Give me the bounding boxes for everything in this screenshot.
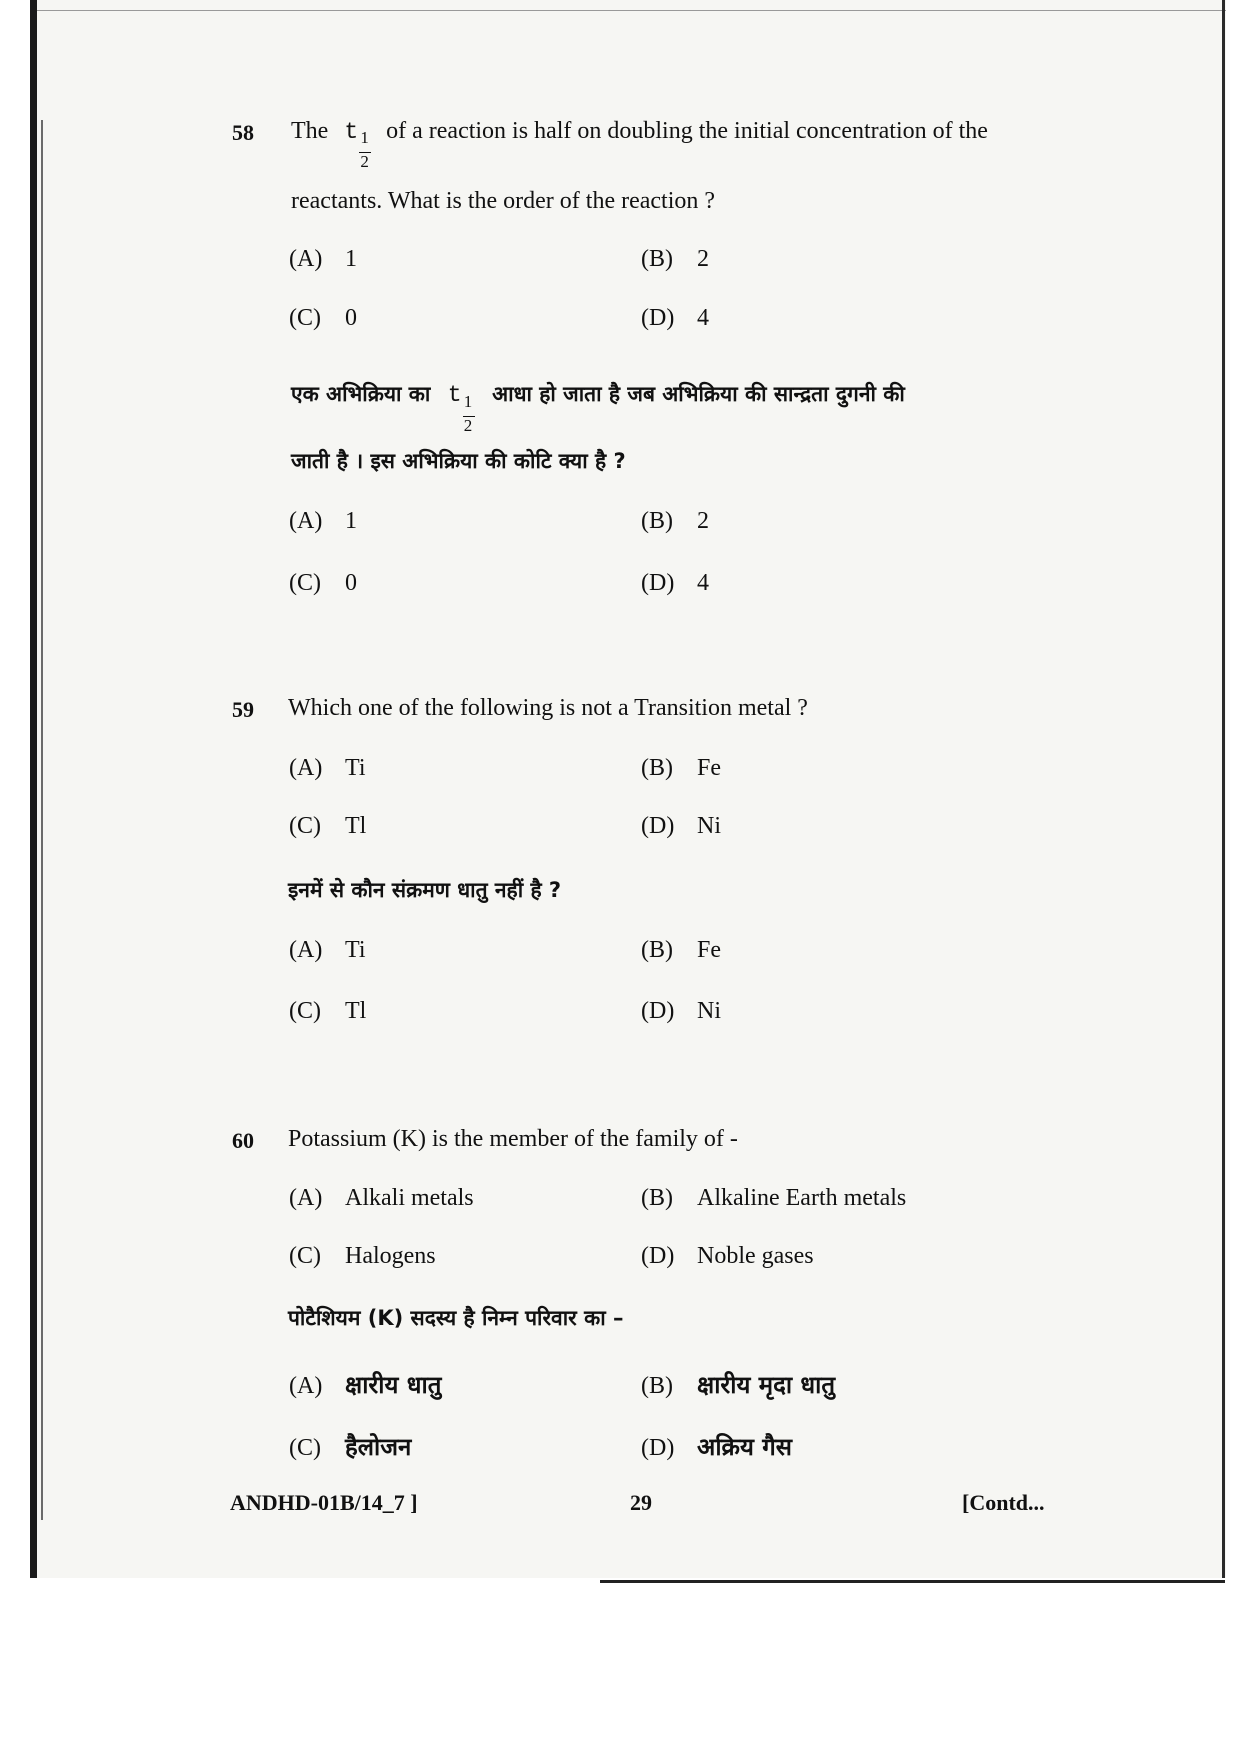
option-label: (C) bbox=[289, 998, 321, 1024]
option-text: 0 bbox=[345, 570, 357, 596]
option-text: Alkaline Earth metals bbox=[697, 1185, 907, 1211]
option-text: Alkali metals bbox=[345, 1185, 474, 1211]
option-text: Noble gases bbox=[697, 1243, 814, 1269]
option-d bbox=[641, 305, 709, 332]
right-margin-rule bbox=[1222, 0, 1225, 1578]
option-a-hi bbox=[289, 937, 365, 964]
option-label: (C) bbox=[289, 1243, 321, 1269]
option-c bbox=[289, 1243, 436, 1270]
option-d-hi bbox=[641, 1430, 792, 1463]
option-text: Ni bbox=[697, 813, 721, 839]
option-text: Ti bbox=[345, 755, 366, 781]
option-text: अक्रिय गैस bbox=[697, 1433, 792, 1461]
option-text: 2 bbox=[697, 508, 709, 534]
footer-page-number: 29 bbox=[630, 1490, 652, 1515]
option-text: क्षारीय धातु bbox=[345, 1371, 442, 1399]
footer-continued: [Contd... bbox=[962, 1490, 1045, 1515]
option-b-hi bbox=[641, 937, 721, 964]
option-c bbox=[289, 305, 357, 332]
option-label: (B) bbox=[641, 246, 673, 272]
option-text: हैलोजन bbox=[345, 1433, 412, 1461]
option-text: 1 bbox=[345, 508, 357, 534]
question-number: 60 bbox=[232, 1128, 254, 1153]
option-label: (C) bbox=[289, 305, 321, 331]
question-text-hi-line1: पोटैशियम (K) सदस्य है निम्न परिवार का – bbox=[288, 1306, 624, 1330]
question-text-hi-line1: इनमें से कौन संक्रमण धातु नहीं है ? bbox=[288, 878, 562, 902]
option-b bbox=[641, 1185, 906, 1212]
option-text: 4 bbox=[697, 570, 709, 596]
option-b-hi bbox=[641, 1368, 835, 1401]
option-a bbox=[289, 246, 357, 273]
option-label: (D) bbox=[641, 305, 675, 331]
option-label: (C) bbox=[289, 1435, 321, 1461]
question-text-segment: of a reaction is half on doubling the initial concentration of the bbox=[386, 118, 988, 144]
option-label: (C) bbox=[289, 570, 321, 596]
option-label: (A) bbox=[289, 508, 323, 534]
option-label: (D) bbox=[641, 813, 675, 839]
left-margin-shadow bbox=[41, 120, 43, 1520]
option-d bbox=[641, 813, 721, 840]
question-text-segment: एक अभिक्रिया का bbox=[291, 382, 431, 406]
option-label: (B) bbox=[641, 1373, 673, 1399]
option-label: (A) bbox=[289, 246, 323, 272]
fraction-numerator: 1 bbox=[463, 392, 473, 411]
half-life-symbol bbox=[447, 382, 473, 435]
option-label: (B) bbox=[641, 1185, 673, 1211]
top-edge-line bbox=[30, 10, 1226, 11]
question-text-en-line2: reactants. What is the order of the reaction ? bbox=[291, 188, 716, 214]
option-text: Tl bbox=[345, 998, 367, 1024]
option-b bbox=[641, 246, 709, 273]
half-life-t: t bbox=[344, 119, 359, 145]
option-label: (B) bbox=[641, 508, 673, 534]
fraction-numerator: 1 bbox=[360, 128, 369, 147]
option-c-hi bbox=[289, 1430, 411, 1463]
option-b-hi bbox=[641, 508, 709, 535]
question-text-hi-line2: जाती है । इस अभिक्रिया की कोटि क्या है ? bbox=[291, 449, 626, 473]
question-text-en-line1 bbox=[291, 118, 988, 171]
option-a-hi bbox=[289, 508, 357, 535]
option-d-hi bbox=[641, 998, 721, 1025]
option-c-hi bbox=[289, 998, 366, 1025]
option-b bbox=[641, 755, 721, 782]
option-label: (D) bbox=[641, 998, 675, 1024]
paper-sheet bbox=[30, 0, 1226, 1578]
question-text-en-line1: Which one of the following is not a Transition metal ? bbox=[288, 695, 808, 721]
option-text: क्षारीय मृदा धातु bbox=[697, 1371, 836, 1399]
question-text-hi-line1 bbox=[291, 380, 905, 435]
option-text: Halogens bbox=[345, 1243, 436, 1269]
option-text: 0 bbox=[345, 305, 357, 331]
option-c-hi bbox=[289, 570, 357, 597]
option-label: (D) bbox=[641, 570, 675, 596]
option-label: (D) bbox=[641, 1243, 675, 1269]
option-text: 1 bbox=[345, 246, 357, 272]
question-text-en-line1: Potassium (K) is the member of the family of - bbox=[288, 1126, 738, 1152]
half-life-t: t bbox=[447, 382, 462, 408]
option-c bbox=[289, 813, 366, 840]
option-a-hi bbox=[289, 1368, 441, 1401]
option-text: Ni bbox=[697, 998, 721, 1024]
question-number: 59 bbox=[232, 697, 254, 722]
option-label: (A) bbox=[289, 1185, 323, 1211]
footer-paper-code: ANDHD-01B/14_7 ] bbox=[230, 1490, 418, 1515]
option-text: Fe bbox=[697, 755, 721, 781]
option-label: (C) bbox=[289, 813, 321, 839]
option-a bbox=[289, 1185, 474, 1212]
option-label: (A) bbox=[289, 755, 323, 781]
option-text: 4 bbox=[697, 305, 709, 331]
question-text-segment: आधा हो जाता है जब अभिक्रिया की सान्द्रता दुगनी की bbox=[492, 382, 905, 406]
bottom-edge-line bbox=[600, 1580, 1225, 1583]
question-text-segment: The bbox=[291, 118, 329, 144]
option-label: (A) bbox=[289, 1373, 323, 1399]
option-text: Fe bbox=[697, 937, 721, 963]
question-number: 58 bbox=[232, 120, 254, 145]
option-d bbox=[641, 1243, 814, 1270]
option-label: (A) bbox=[289, 937, 323, 963]
half-life-symbol bbox=[344, 118, 369, 171]
option-text: Ti bbox=[345, 937, 366, 963]
option-d-hi bbox=[641, 570, 709, 597]
fraction-denominator: 2 bbox=[360, 152, 369, 171]
left-margin-rule bbox=[30, 0, 37, 1578]
option-label: (B) bbox=[641, 755, 673, 781]
fraction-denominator: 2 bbox=[463, 416, 473, 435]
option-label: (B) bbox=[641, 937, 673, 963]
option-text: Tl bbox=[345, 813, 367, 839]
option-label: (D) bbox=[641, 1435, 675, 1461]
option-a bbox=[289, 755, 365, 782]
option-text: 2 bbox=[697, 246, 709, 272]
